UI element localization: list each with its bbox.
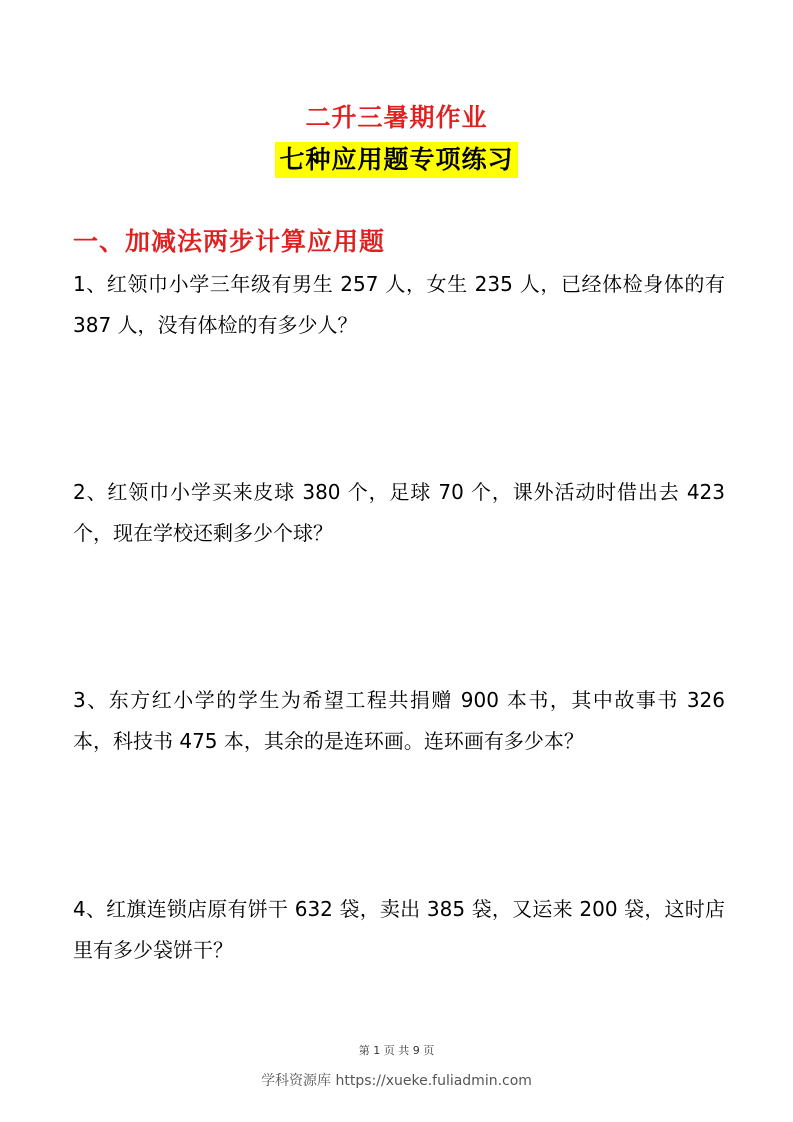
site-footer: 学科资源库 https://xueke.fuliadmin.com [261,1073,532,1089]
question-4: 4、红旗连锁店原有饼干 632 袋，卖出 385 袋，又运来 200 袋，这时店里有多少袋饼干？ [73,897,725,962]
document-title: 二升三暑期作业 [305,103,488,132]
question-3: 3、东方红小学的学生为希望工程共捐赠 900 本书，其中故事书 326 本，科技书 475 本，其余的是连环画。连环画有多少本？ [73,688,725,753]
subtitle-container [0,142,793,178]
document-subtitle: 七种应用题专项练习 [275,142,517,178]
section-heading: 一、加减法两步计算应用题 [73,227,386,256]
question-1: 1、红领巾小学三年级有男生 257 人，女生 235 人，已经体检身体的有 387 人，没有体检的有多少人？ [73,272,725,337]
question-2: 2、红领巾小学买来皮球 380 个，足球 70 个，课外活动时借出去 423 个，现在学校还剩多少个球？ [73,480,725,545]
page-number: 第 1 页 共 9 页 [358,1044,435,1057]
